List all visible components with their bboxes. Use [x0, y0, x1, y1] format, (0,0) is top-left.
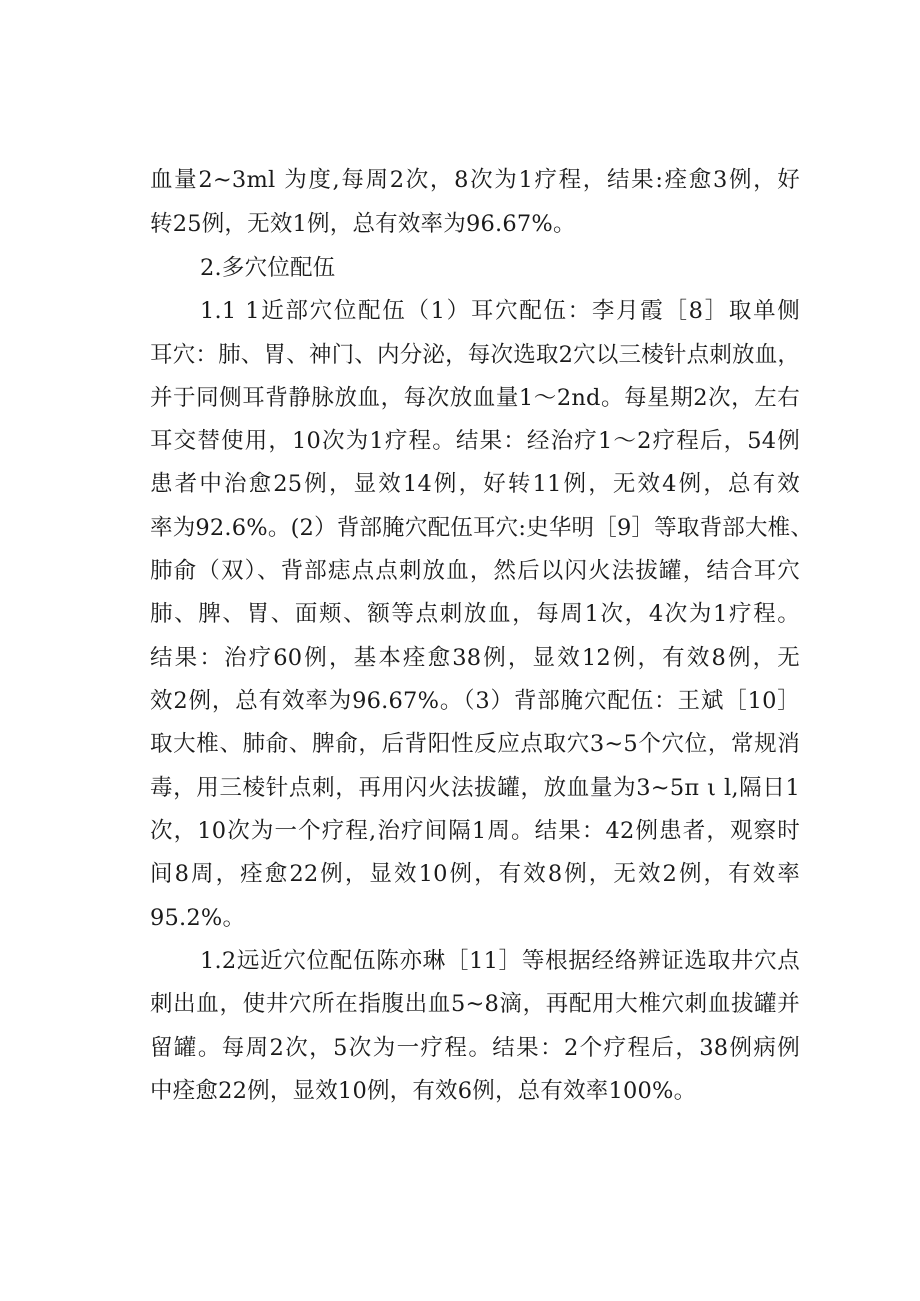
paragraph-line: 间8周，痊愈22例，显效10例，有效8例，无效2例，有效率 — [150, 861, 800, 887]
paragraph-line: 耳穴：肺、胃、神门、内分泌，每次选取2穴以三棱针点刺放血， — [150, 342, 801, 368]
paragraph-line: 肺、脾、胃、面颊、额等点刺放血，每周1次，4次为1疗程。 — [150, 601, 800, 627]
paragraph-line: 1.2远近穴位配伍陈亦琳［11］等根据经络辨证选取井穴点 — [200, 948, 800, 974]
paragraph-line: 效2例，总有效率为96.67%。（3）背部腌穴配伍：王斌［10］ — [150, 688, 800, 714]
paragraph-line: 患者中治愈25例，显效14例，好转11例，无效4例，总有效 — [150, 471, 800, 497]
paragraph-line: 率为92.6%。(2）背部腌穴配伍耳穴:史华明［9］等取背部大椎、 — [150, 515, 814, 541]
paragraph-line: 结果：治疗60例，基本痊愈38例，显效12例，有效8例，无 — [150, 645, 800, 671]
paragraph-line: 1.1 1近部穴位配伍（1）耳穴配伍：李月霞［8］取单侧 — [200, 298, 800, 324]
paragraph-line: 取大椎、肺俞、脾俞，后背阳性反应点取穴3~5个穴位，常规消 — [150, 731, 800, 757]
paragraph-line: 中痊愈22例，显效10例，有效6例，总有效率100%。 — [150, 1078, 697, 1104]
paragraph-line: 并于同侧耳背静脉放血，每次放血量1～2nd。每星期2次，左右 — [150, 385, 800, 411]
paragraph-line: 血量2~3ml 为度,每周2次，8次为1疗程，结果:痊愈3例，好 — [150, 167, 800, 193]
paragraph-line: 次，10次为一个疗程,治疗间隔1周。结果：42例患者，观察时 — [150, 818, 800, 844]
paragraph-line: 肺俞（双）、背部痣点点刺放血，然后以闪火法拔罐，结合耳穴 — [150, 558, 800, 584]
paragraph-line: 刺出血，使井穴所在指腹出血5~8滴，再配用大椎穴刺血拔罐并 — [150, 991, 800, 1017]
paragraph-line: 毒，用三棱针点刺，再用闪火法拔罐，放血量为3~5π ι l,隔日1 — [150, 775, 800, 801]
paragraph-line: 95.2%。 — [150, 905, 246, 931]
paragraph-line: 留罐。每周2次，5次为一疗程。结果：2个疗程后，38例病例 — [150, 1035, 800, 1061]
paragraph-line: 耳交替使用，10次为1疗程。结果：经治疗1～2疗程后，54例 — [150, 428, 800, 454]
section-heading: 2.多穴位配伍 — [200, 255, 336, 281]
paragraph-line: 转25例，无效1例，总有效率为96.67%。 — [150, 211, 576, 237]
